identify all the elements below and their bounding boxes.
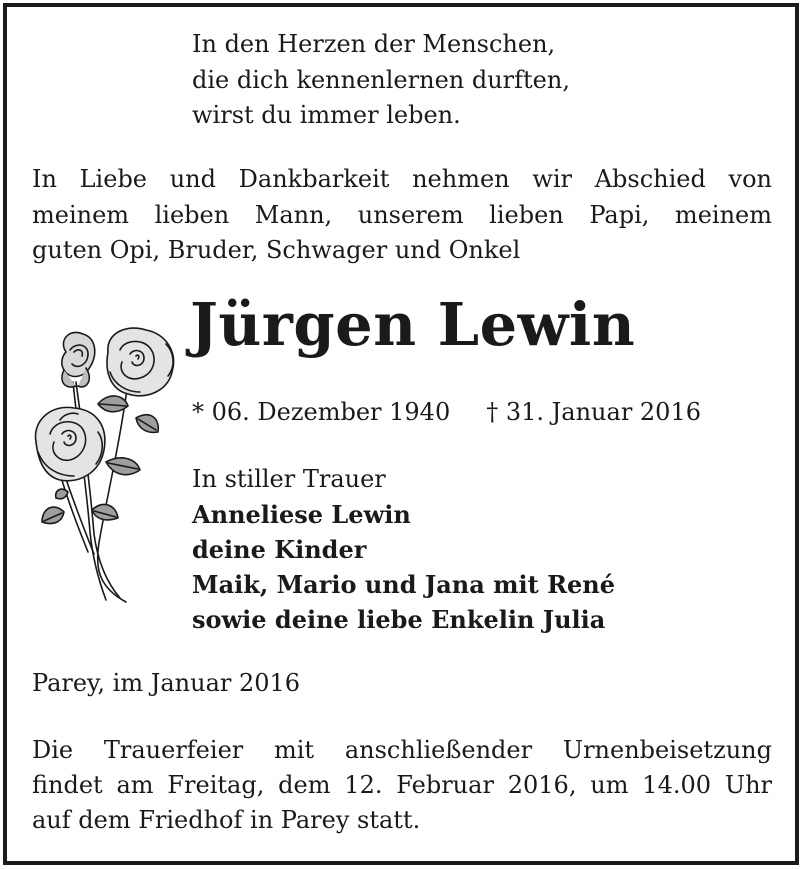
farewell-intro (32, 162, 772, 269)
memorial-motto (192, 27, 570, 134)
intro-line-3: guten Opi, Bruder, Schwager und Onkel (32, 236, 521, 264)
mourner-spouse: Anneliese Lewin (192, 500, 411, 529)
intro-line-2: meinem lieben Mann, unserem lieben Papi, meinem (32, 200, 772, 229)
motto-line-1: In den Herzen der Menschen, (192, 30, 556, 58)
mourner-children-names: Maik, Mario und Jana mit René (192, 570, 615, 599)
motto-line-2: die dich kennenlernen durften, (192, 65, 570, 94)
deceased-name: Jürgen Lewin (190, 290, 636, 359)
motto-line-3: wirst du immer leben. (192, 101, 461, 129)
funeral-line-2: findet am Freitag, dem 12. Februar 2016, um 14.00 Uhr (32, 771, 772, 799)
birth-date: * 06. Dezember 1940 (192, 398, 451, 426)
funeral-line-3: auf dem Friedhof in Parey statt. (32, 806, 421, 834)
mourners-block (192, 462, 615, 637)
roses-illustration (28, 322, 188, 607)
mourners-heading: In stiller Trauer (192, 465, 386, 493)
life-dates (192, 395, 701, 429)
death-date: † 31. Januar 2016 (486, 398, 701, 426)
funeral-notice (32, 733, 772, 838)
mourner-grandchild: sowie deine liebe Enkelin Julia (192, 605, 606, 634)
place-and-date: Parey, im Januar 2016 (32, 669, 301, 697)
intro-line-1: In Liebe und Dankbarkeit nehmen wir Abschied von (32, 165, 772, 193)
mourner-children-label: deine Kinder (192, 535, 367, 564)
funeral-line-1: Die Trauerfeier mit anschließender Urnenbeisetzung (32, 736, 772, 764)
